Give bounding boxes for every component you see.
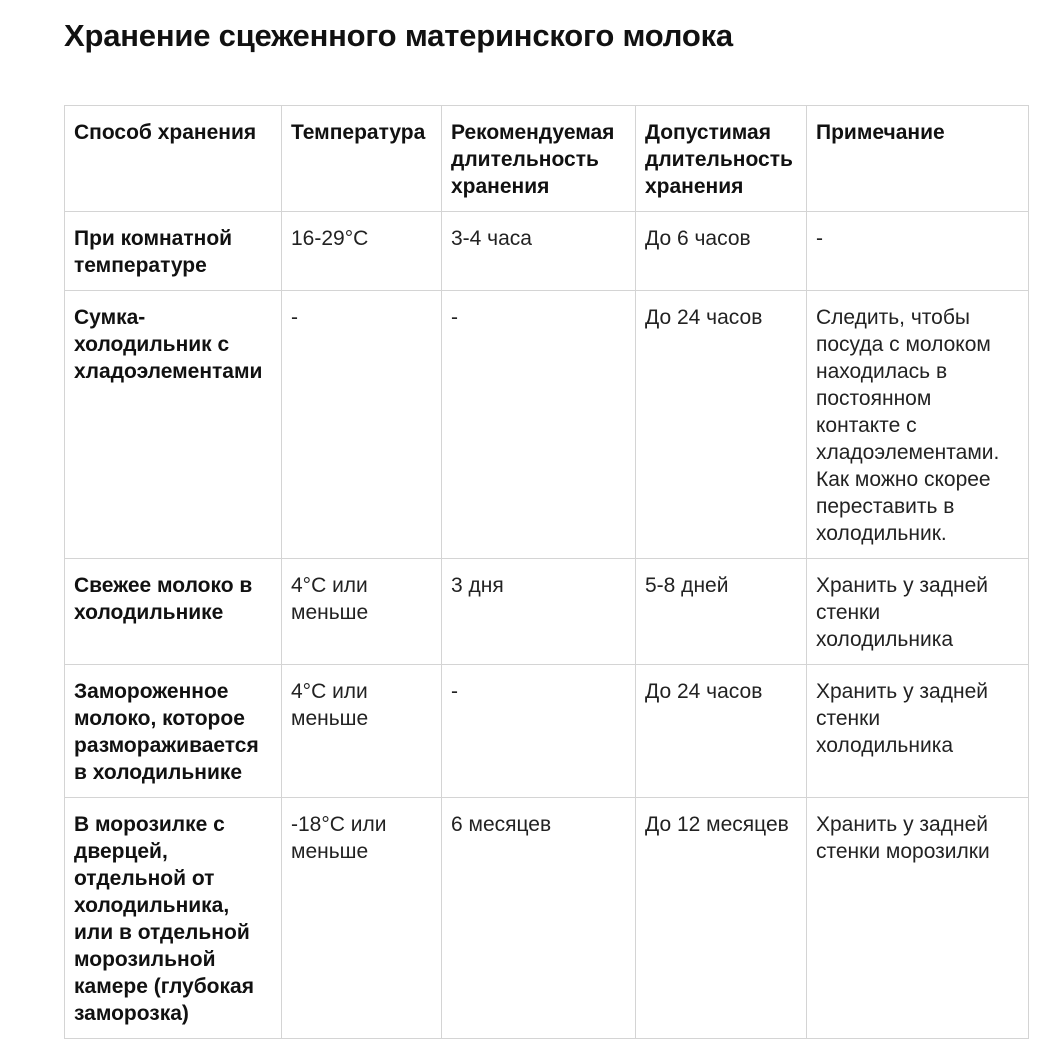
- header-method: Способ хранения: [65, 106, 282, 212]
- storage-table: [64, 105, 1029, 1039]
- cell-temperature: 16-29°C: [282, 212, 442, 291]
- table-row: [65, 559, 1029, 665]
- cell-note: -: [807, 212, 1029, 291]
- cell-recommended-duration: -: [442, 665, 636, 798]
- cell-allowed-duration: До 12 месяцев: [636, 798, 807, 1039]
- cell-recommended-duration: 3 дня: [442, 559, 636, 665]
- table-row: [65, 291, 1029, 559]
- cell-allowed-duration: 5-8 дней: [636, 559, 807, 665]
- cell-method: При комнатной температуре: [65, 212, 282, 291]
- header-recommended-duration: Рекомендуемая длительность хранения: [442, 106, 636, 212]
- table-header-row: [65, 106, 1029, 212]
- cell-temperature: -18°C или меньше: [282, 798, 442, 1039]
- cell-method: В морозилке с дверцей, отдельной от холодильника, или в отдельной морозильной камере (глубокая заморозка): [65, 798, 282, 1039]
- cell-method: Сумка-холодильник с хладоэлементами: [65, 291, 282, 559]
- cell-recommended-duration: 3-4 часа: [442, 212, 636, 291]
- cell-note: Хранить у задней стенки холодильника: [807, 665, 1029, 798]
- cell-temperature: 4°C или меньше: [282, 665, 442, 798]
- cell-allowed-duration: До 24 часов: [636, 665, 807, 798]
- page-title: Хранение сцеженного материнского молока: [64, 18, 733, 53]
- cell-note: Хранить у задней стенки морозилки: [807, 798, 1029, 1039]
- cell-recommended-duration: 6 месяцев: [442, 798, 636, 1039]
- cell-note: Хранить у задней стенки холодильника: [807, 559, 1029, 665]
- cell-method: Свежее молоко в холодильнике: [65, 559, 282, 665]
- cell-allowed-duration: До 6 часов: [636, 212, 807, 291]
- table-row: [65, 798, 1029, 1039]
- header-temperature: Температура: [282, 106, 442, 212]
- header-note: Примечание: [807, 106, 1029, 212]
- table-row: [65, 665, 1029, 798]
- table-row: [65, 212, 1029, 291]
- cell-temperature: 4°C или меньше: [282, 559, 442, 665]
- cell-recommended-duration: -: [442, 291, 636, 559]
- cell-temperature: -: [282, 291, 442, 559]
- header-allowed-duration: Допустимая длительность хранения: [636, 106, 807, 212]
- cell-allowed-duration: До 24 часов: [636, 291, 807, 559]
- cell-method: Замороженное молоко, которое размораживается в холодильнике: [65, 665, 282, 798]
- cell-note: Следить, чтобы посуда с молоком находилась в постоянном контакте с хладоэлементами. Как можно скорее переставить в холодильник.: [807, 291, 1029, 559]
